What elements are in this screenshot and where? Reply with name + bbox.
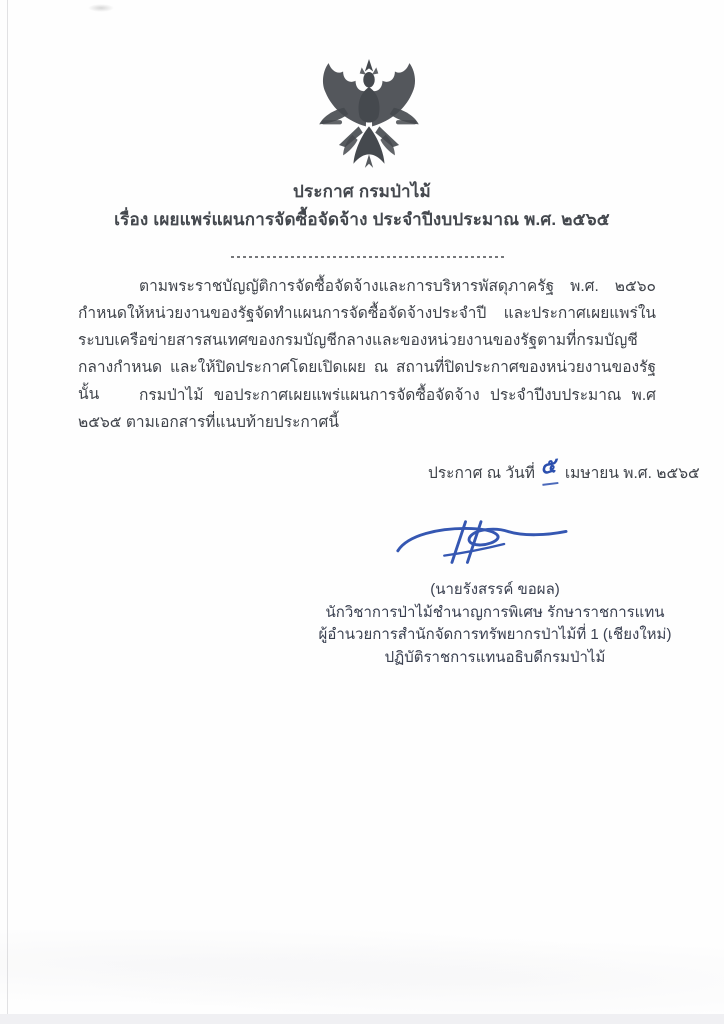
scan-artifact-smudge [88, 4, 114, 12]
scan-artifact-noise [0, 930, 724, 1014]
document-subject: เรื่อง เผยแพร่แผนการจัดซื้อจัดจ้าง ประจำปีงบประมาณ พ.ศ. ๒๕๖๕ [114, 210, 610, 229]
signatory-title-1: นักวิชาการป่าไม้ชำนาญการพิเศษ รักษาราชการแทน [325, 603, 665, 621]
date-prefix: ประกาศ ณ วันที่ [428, 465, 535, 482]
announcement-date-line [428, 455, 700, 490]
signatory-name: (นายรังสรรค์ ขอผล) [430, 581, 560, 598]
handwritten-day-numeral: ๕ [538, 449, 558, 486]
dashed-divider [231, 256, 504, 258]
body-paragraph-2: กรมป่าไม้ ขอประกาศเผยแพร่แผนการจัดซื้อจัดจ้าง ประจำปีงบประมาณ พ.ศ ๒๕๖๕ ตามเอกสารที่แนบท้ายประกาศนี้ [78, 387, 656, 431]
body-paragraph-1: ตามพระราชบัญญัติการจัดซื้อจัดจ้างและการบริหารพัสดุภาครัฐ พ.ศ. ๒๕๖๐ กำหนดให้หน่วยงานของรัฐจัดทำแผนการจัดซื้อจัดจ้างประจำปี และประกาศเผยแพร่ในระบบเครือข่ายสารสนเทศของกรมบัญชีกลางและของหน่วยงานของรัฐตามที่กรมบัญชีกลางกำหนด และให้ปิดประกาศโดยเปิดเผย ณ สถานที่ปิดประกาศของหน่วยงานของรัฐ นั้น [78, 278, 656, 403]
signatory-block [312, 579, 678, 669]
signatory-title-3: ปฏิบัติราชการแทนอธิบดีกรมป่าไม้ [384, 648, 606, 666]
scan-artifact-left-edge [7, 0, 8, 1024]
date-suffix: เมษายน พ.ศ. ๒๕๖๕ [564, 465, 700, 482]
document-title: ประกาศ กรมป่าไม้ [293, 182, 431, 201]
signature-icon [386, 516, 574, 574]
garuda-emblem-icon [303, 58, 435, 172]
signatory-title-2: ผู้อำนวยการสำนักจัดการทรัพยากรป่าไม้ที่ 1 (เชียงใหม่) [318, 626, 672, 643]
scan-artifact-bottom-strip [0, 1014, 724, 1024]
